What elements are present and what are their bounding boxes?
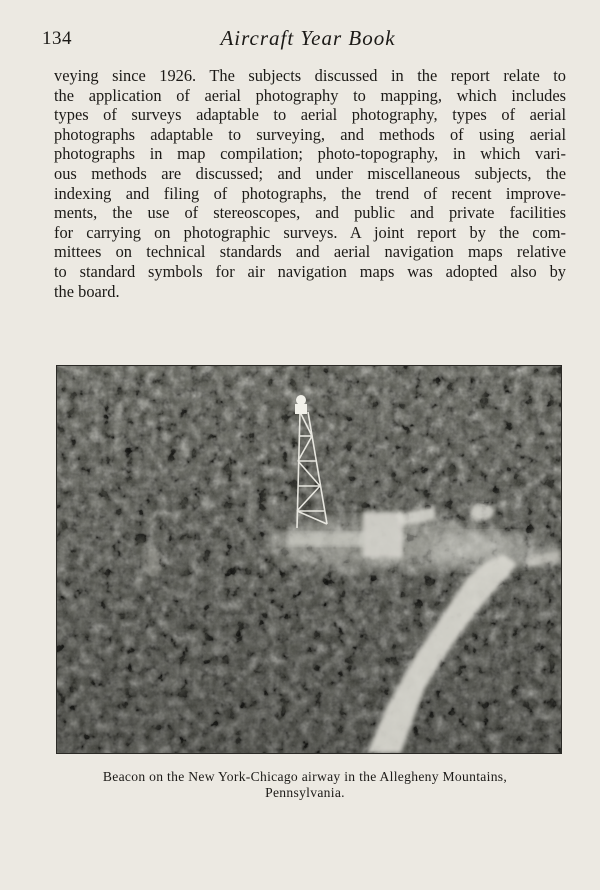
body-line: mittees on technical standards and aerial navigation maps relative (54, 242, 566, 262)
running-title-text: Aircraft Year Book (220, 26, 396, 50)
body-line: for carrying on photographic surveys. A joint report by the com- (54, 222, 566, 242)
body-line: the board. (54, 281, 120, 301)
body-paragraph (54, 66, 566, 301)
body-line: to standard symbols for air navigation maps was adopted also by (54, 261, 566, 281)
photo-caption (40, 769, 570, 801)
concrete-base (287, 532, 367, 546)
body-line: ments, the use of stereoscopes, and public and private facilities (54, 203, 566, 223)
body-line: photographs in map compilation; photo-topography, in which vari- (54, 144, 566, 164)
beacon-light (295, 395, 307, 414)
body-line: veying since 1926. The subjects discussed in the report relate to (54, 66, 566, 85)
running-title (0, 26, 600, 51)
body-line: the application of aerial photography to mapping, which includes (54, 85, 566, 105)
beacon-photograph (56, 365, 562, 754)
page-number: 134 (42, 28, 72, 49)
body-line: photographs adaptable to surveying, and methods of using aerial (54, 124, 566, 144)
photograph-illustration (57, 366, 561, 753)
body-line: indexing and filing of photographs, the trend of recent improve- (54, 183, 566, 203)
caption-line: Beacon on the New York-Chicago airway in the Allegheny Mountains, (102, 769, 508, 784)
body-line: ous methods are discussed; and under miscellaneous subjects, the (54, 163, 566, 183)
body-line: types of surveys adaptable to aerial photography, types of aerial (54, 105, 566, 125)
caption-line: Pennsylvania. (265, 785, 345, 800)
equipment-shed (363, 512, 403, 558)
